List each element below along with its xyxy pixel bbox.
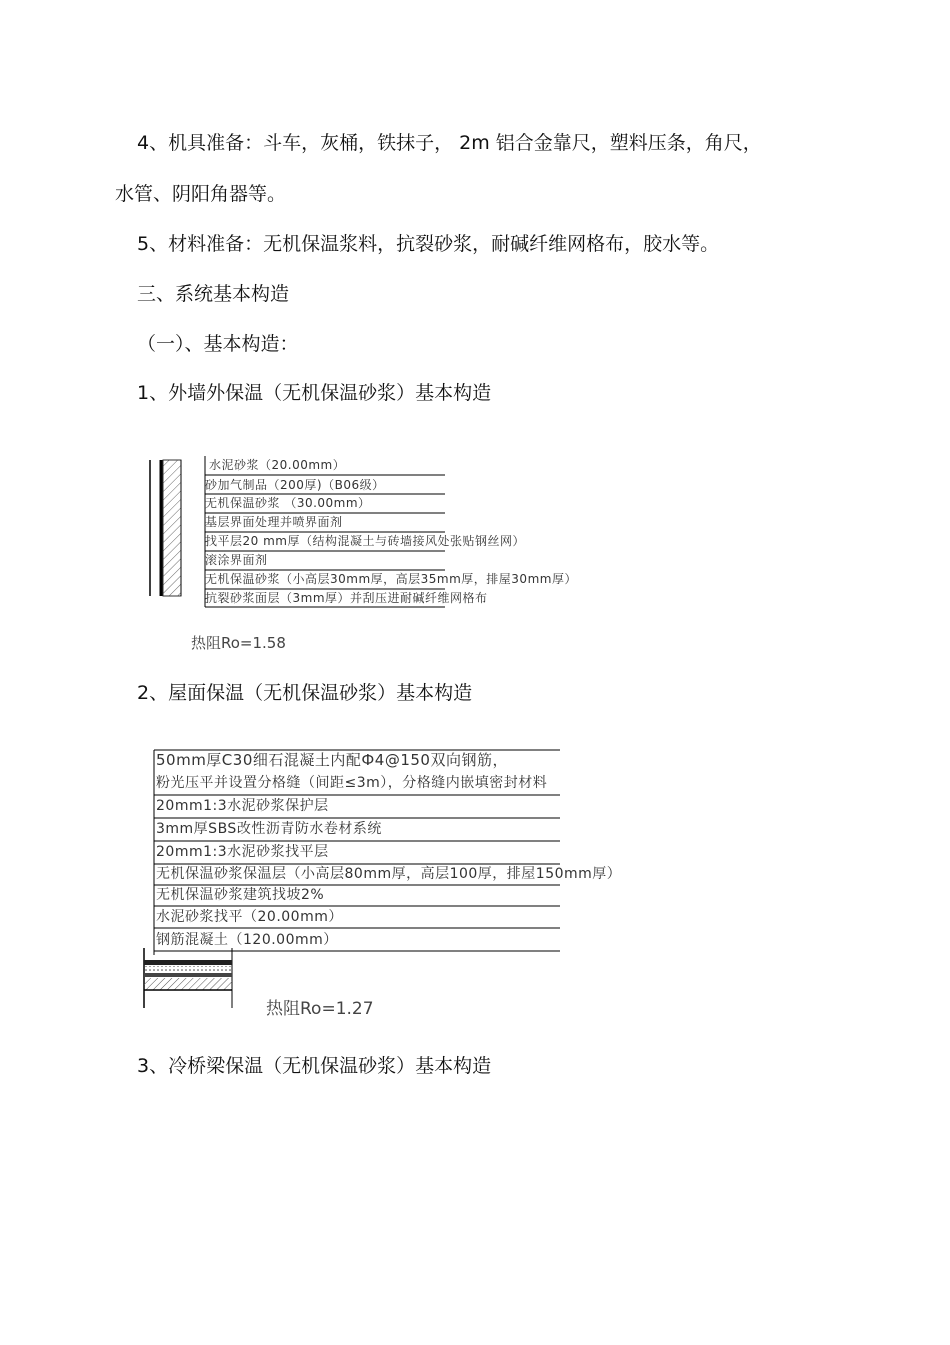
wall-layer-label: 滚涂界面剂 (205, 553, 268, 567)
heading-roof-insulation: 2、屋面保温（无机保温砂浆）基本构造 (137, 682, 473, 704)
roof-layer-label: 20mm1:3水泥砂浆保护层 (156, 798, 329, 814)
roof-layer-label: 水泥砂浆找平（20.00mm） (156, 909, 343, 925)
thermal-resistance-label: 热阻Ro=1.27 (266, 999, 374, 1019)
wall-layer-label: 抗裂砂浆面层（3mm厚）并刮压进耐碱纤维网格布 (205, 591, 488, 605)
roof-construction-diagram (140, 748, 665, 1023)
wall-layer-label: 无机保温砂浆 （30.00mm） (205, 496, 371, 510)
roof-layer-label: 粉光压平并设置分格缝（间距≤3m），分格缝内嵌填密封材料 (156, 775, 548, 791)
roof-layer-label: 50mm厚C30细石混凝土内配Ф4@150双向钢筋， (156, 751, 508, 769)
roof-layer-label: 钢筋混凝土（120.00mm） (156, 932, 338, 948)
subsection-heading: （一）、基本构造： (137, 333, 299, 355)
paragraph-materials: 5、材料准备：无机保温浆料，抗裂砂浆，耐碱纤维网格布，胶水等。 (137, 233, 720, 255)
paragraph-tools-2: 水管、阴阳角器等。 (115, 183, 287, 205)
section-heading-3: 三、系统基本构造 (137, 283, 290, 305)
paragraph-tools-1: 4、机具准备：斗车，灰桶，铁抹子， 2m 铝合金靠尺，塑料压条，角尺， (137, 132, 762, 154)
thermal-resistance-label: 热阻Ro=1.58 (191, 634, 286, 652)
heading-wall-insulation: 1、外墙外保温（无机保温砂浆）基本构造 (137, 382, 492, 404)
wall-layer-label: 无机保温砂浆（小高层30mm厚，高层35mm厚，排屋30mm厚） (205, 572, 577, 586)
wall-construction-diagram (143, 452, 613, 662)
wall-layer-label: 找平层20 mm厚（结构混凝土与砖墙接风处张贴钢丝网） (205, 534, 525, 548)
wall-layer-label: 砂加气制品（200厚)（B06级） (205, 478, 385, 492)
heading-cold-bridge-insulation: 3、冷桥梁保温（无机保温砂浆）基本构造 (137, 1055, 492, 1077)
roof-layer-label: 无机保温砂浆建筑找坡2% (156, 887, 325, 903)
roof-layer-label: 20mm1:3水泥砂浆找平层 (156, 844, 329, 860)
roof-layer-label: 3mm厚SBS改性沥青防水卷材系统 (156, 821, 382, 837)
wall-layer-label: 水泥砂浆（20.00mm） (209, 458, 346, 472)
wall-layer-label: 基层界面处理并喷界面剂 (205, 515, 343, 529)
roof-layer-label: 无机保温砂浆保温层（小高层80mm厚，高层100厚，排屋150mm厚） (156, 866, 622, 882)
